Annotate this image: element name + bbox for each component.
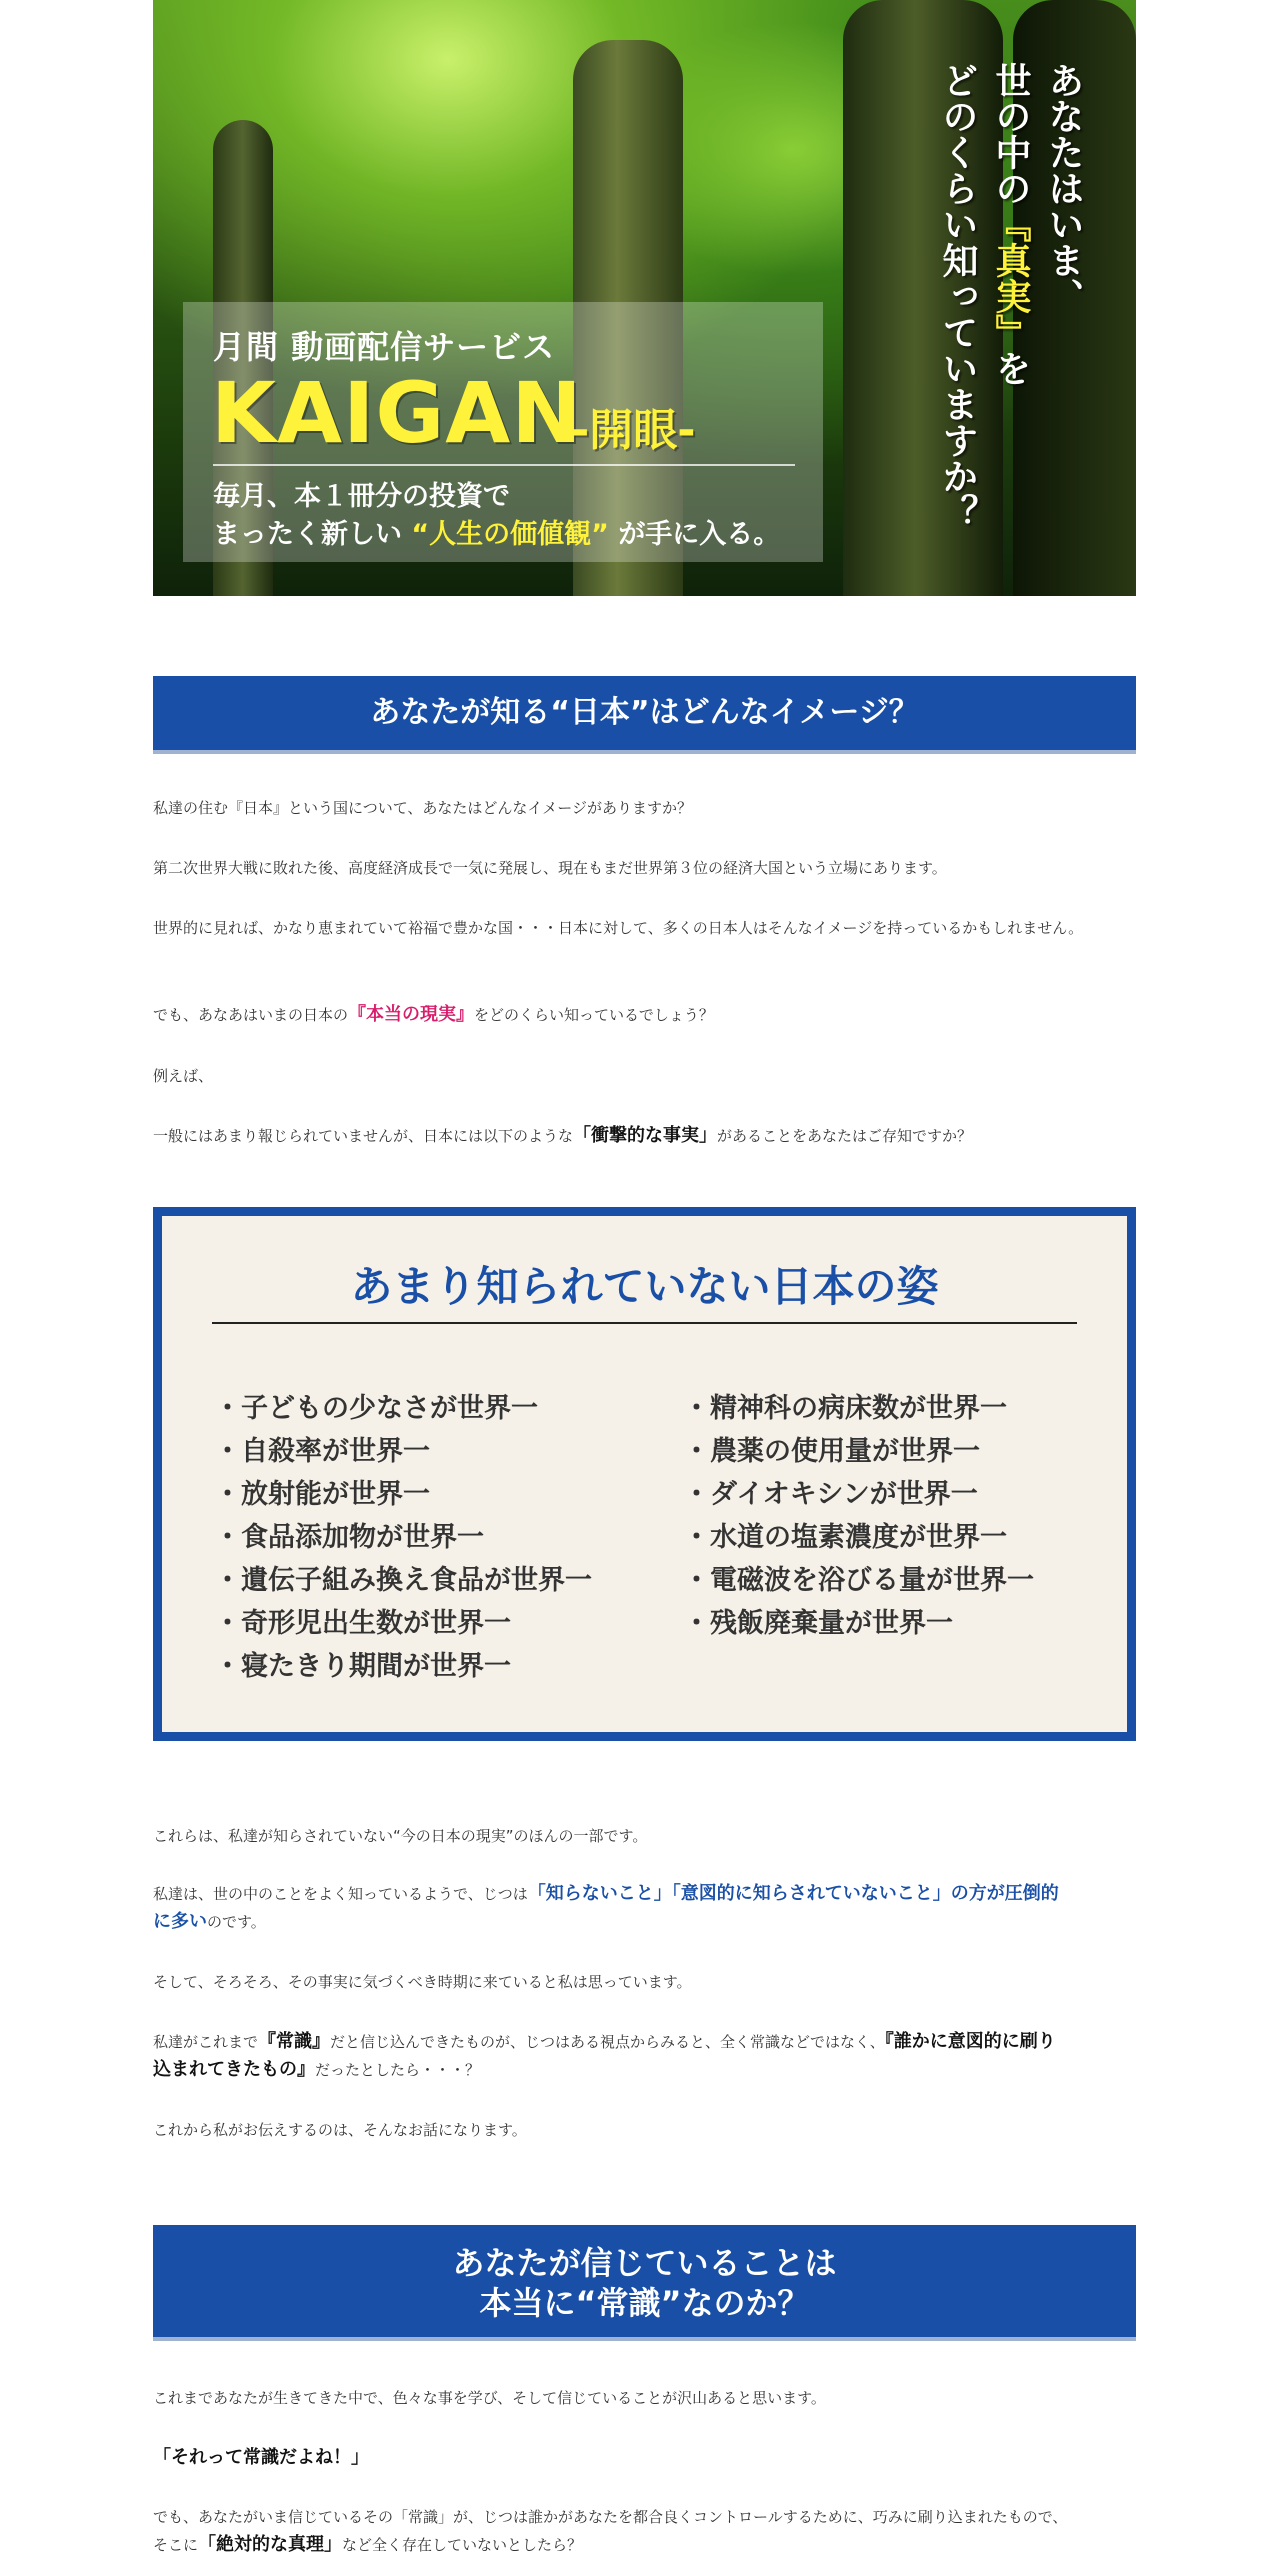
emphasis-shocking-facts: 「衝撃的な事実」 — [573, 1125, 718, 1146]
paragraph-text: をどのくらい知っているでしょう？ — [474, 1006, 714, 1024]
facts-box — [153, 1207, 1136, 1741]
emphasis-common-sense: 『常識』 — [258, 2031, 331, 2052]
paragraph — [153, 1001, 1136, 1029]
hero-tagline-2-post: が手に入る。 — [618, 519, 781, 550]
paragraph-text: など全く存在していないとしたら？ — [342, 2536, 583, 2554]
paragraph-text: だと信じ込んできたものが、じつはある視点からみると、全く常識などではなく、 — [330, 2033, 885, 2051]
paragraph-text: だったとしたら・・・？ — [315, 2061, 481, 2079]
list-item: ・ 自殺率が世界一 — [214, 1430, 592, 1473]
facts-divider — [212, 1322, 1077, 1324]
paragraph — [153, 1122, 1136, 1150]
hero-brand: KAIGAN — [211, 364, 583, 462]
list-item: ・ 放射能が世界一 — [214, 1473, 592, 1516]
paragraph-text: 私達は、世の中のことをよく知っているようで、じつは — [153, 1885, 528, 1903]
paragraph: 第二次世界大戦に敗れた後、高度経済成長で一気に発展し、現在もまだ世界第３位の経済大国という立場にあります。 — [153, 859, 947, 877]
section-heading-line-2: 本当に“常識”なのか？ — [479, 2284, 810, 2322]
paragraph — [153, 2028, 1136, 2084]
list-item: ・ 電磁波を浴びる量が世界一 — [683, 1559, 1034, 1602]
paragraph-text: のです。 — [207, 1913, 266, 1931]
emphasis-unknown-things: 「知らないこと」「意図的に知らされていないこと」の方が圧倒的 — [527, 1883, 1059, 1904]
paragraph-text: でも、あなあはいまの日本の — [153, 1006, 349, 1024]
paragraph — [153, 1880, 1136, 1936]
paragraph-text: そこに — [153, 2536, 199, 2554]
hero-tagline-1: 毎月、本１冊分の投資で — [213, 481, 510, 512]
list-item: ・ 子どもの少なさが世界一 — [214, 1387, 592, 1430]
hero-banner — [153, 0, 1136, 596]
hero-divider — [213, 464, 795, 466]
hero-question-line-3: どのくらい知っていますか？ — [937, 62, 978, 530]
hero-tagline-2 — [213, 512, 780, 551]
paragraph: 私達の住む『日本』という国について、あなたはどんなイメージがありますか？ — [153, 799, 692, 817]
section-heading-line-1: あなたが信じていることは — [452, 2244, 837, 2282]
paragraph-quote — [153, 2444, 1136, 2472]
section-heading-text: あなたが知る“日本”はどんなイメージ？ — [370, 695, 919, 730]
paragraph-text: でも、あなたがいま信じているその「常識」が、じつは誰かがあなたを都合良くコントロールするために、巧みに刷り込まれたもので、 — [153, 2508, 1068, 2526]
hero-question-line-2 — [985, 62, 1035, 386]
paragraph: これらは、私達が知らされていない“今の日本の現実”のほんの一部です。 — [153, 1827, 648, 1845]
hero-question-2-post: を — [990, 350, 1031, 386]
facts-list-left — [214, 1387, 592, 1688]
facts-list-right — [683, 1387, 1034, 1645]
list-item: ・ 遺伝子組み換え食品が世界一 — [214, 1559, 592, 1602]
emphasis-real-reality: 『本当の現実』 — [348, 1004, 475, 1025]
hero-question-line-1: あなたはいま、 — [1043, 62, 1084, 314]
hero-question-2-pre: 世の中の — [990, 62, 1031, 206]
list-item: ・ 水道の塩素濃度が世界一 — [683, 1516, 1034, 1559]
paragraph-text: があることをあなたはご存知ですか？ — [717, 1127, 973, 1145]
hero-question-2-highlight: 『真実』 — [990, 206, 1031, 350]
section-heading-common-sense — [153, 2225, 1136, 2341]
list-item: ・ 残飯廃棄量が世界一 — [683, 1602, 1034, 1645]
emphasis-implanted: 『誰かに意図的に刷り — [884, 2031, 1056, 2052]
paragraph: これまであなたが生きてきた中で、色々な事を学び、そして信じていることが沢山あると思います。 — [153, 2389, 826, 2407]
list-item: ・ ダイオキシンが世界一 — [683, 1473, 1034, 1516]
list-item: ・ 農薬の使用量が世界一 — [683, 1430, 1034, 1473]
list-item: ・ 食品添加物が世界一 — [214, 1516, 592, 1559]
list-item: ・ 寝たきり期間が世界一 — [214, 1645, 592, 1688]
list-item: ・ 奇形児出生数が世界一 — [214, 1602, 592, 1645]
hero-tagline-2-pre: まったく新しい — [213, 519, 402, 550]
paragraph — [153, 2503, 1136, 2559]
paragraph: そして、そろそろ、その事実に気づくべき時期に来ていると私は思っています。 — [153, 1973, 692, 1991]
paragraph: これから私がお伝えするのは、そんなお話になります。 — [153, 2121, 527, 2139]
hero-tagline-2-highlight: “人生の価値観” — [411, 519, 609, 550]
quote-common-sense: 「それって常識だよね！」 — [153, 2447, 369, 2468]
hero-title-panel — [183, 302, 823, 562]
section-heading-japan-image — [153, 676, 1136, 754]
hero-subtitle: 月間 動画配信サービス — [213, 328, 556, 366]
paragraph-text: 一般にはあまり報じられていませんが、日本には以下のような — [153, 1127, 574, 1145]
paragraph: 世界的に見れば、かなり恵まれていて裕福で豊かな国・・・日本に対して、多くの日本人はそんなイメージを持っているかもしれません。 — [153, 919, 1084, 937]
hero-brand-suffix: -開眼- — [571, 405, 696, 456]
paragraph-text: 私達がこれまで — [153, 2033, 259, 2051]
facts-title: あまり知られていない日本の姿 — [350, 1262, 939, 1311]
emphasis-unknown-things-cont: に多い — [153, 1911, 207, 1932]
list-item: ・ 精神科の病床数が世界一 — [683, 1387, 1034, 1430]
emphasis-implanted-cont: 込まれてきたもの』 — [153, 2059, 315, 2080]
emphasis-absolute-truth: 「絶対的な真理」 — [198, 2534, 343, 2555]
paragraph: 例えば、 — [153, 1067, 214, 1085]
